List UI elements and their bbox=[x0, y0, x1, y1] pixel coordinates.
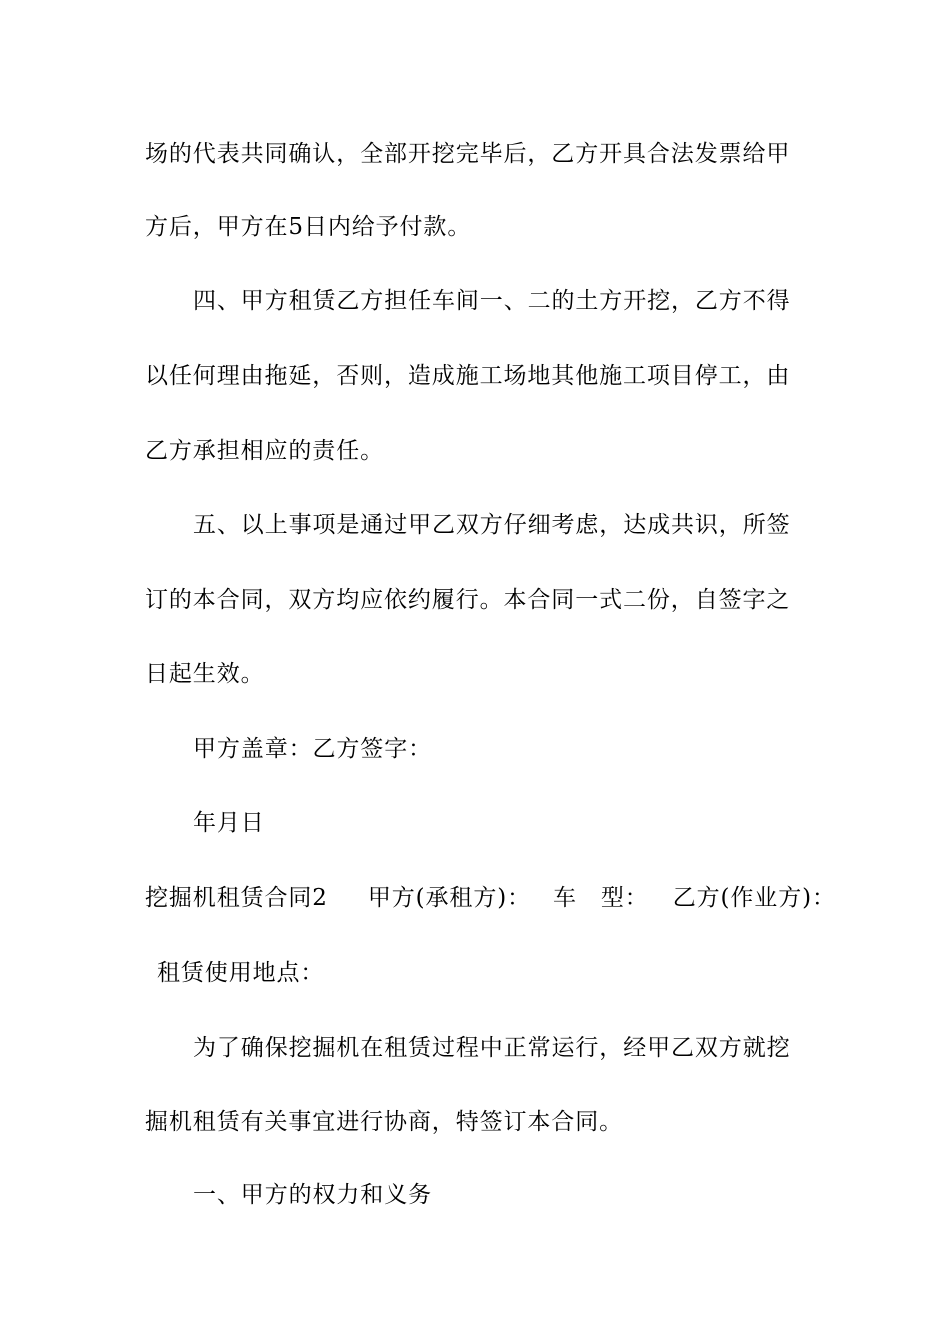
contract-two-header bbox=[145, 883, 836, 913]
model-label: 车 bbox=[553, 885, 577, 911]
date-line: 年月日 bbox=[193, 810, 265, 836]
operator-label: 乙方(作业方)： bbox=[672, 885, 836, 911]
contract-two-title: 挖掘机租赁合同2 bbox=[145, 885, 328, 911]
clause-four-line-2: 以任何理由拖延，否则，造成施工场地其他施工项目停工，由 bbox=[145, 363, 791, 389]
clause-five-line-2: 订的本合同，双方均应依约履行。本合同一式二份，自签字之 bbox=[145, 587, 791, 613]
text-line-1: 场的代表共同确认，全部开挖完毕后，乙方开具合法发票给甲 bbox=[145, 141, 791, 167]
clause-four-line-1: 四、甲方租赁乙方担任车间一、二的土方开挖，乙方不得 bbox=[193, 288, 791, 314]
intro-line-1: 为了确保挖掘机在租赁过程中正常运行，经甲乙双方就挖 bbox=[193, 1035, 791, 1061]
section-heading: 一、甲方的权力和义务 bbox=[193, 1182, 432, 1208]
text-line-2: 方后，甲方在5日内给予付款。 bbox=[145, 214, 472, 240]
intro-line-2: 掘机租赁有关事宜进行协商，特签订本合同。 bbox=[145, 1109, 623, 1135]
clause-four-line-3: 乙方承担相应的责任。 bbox=[145, 438, 384, 464]
clause-five-line-1: 五、以上事项是通过甲乙双方仔细考虑，达成共识，所签 bbox=[193, 512, 791, 538]
model-label-2: 型： bbox=[600, 885, 649, 911]
location-label: 租赁使用地点： bbox=[157, 960, 325, 986]
clause-five-line-3: 日起生效。 bbox=[145, 661, 265, 687]
signature-line: 甲方盖章：乙方签字： bbox=[193, 736, 432, 762]
lessee-label: 甲方(承租方)： bbox=[367, 885, 531, 911]
